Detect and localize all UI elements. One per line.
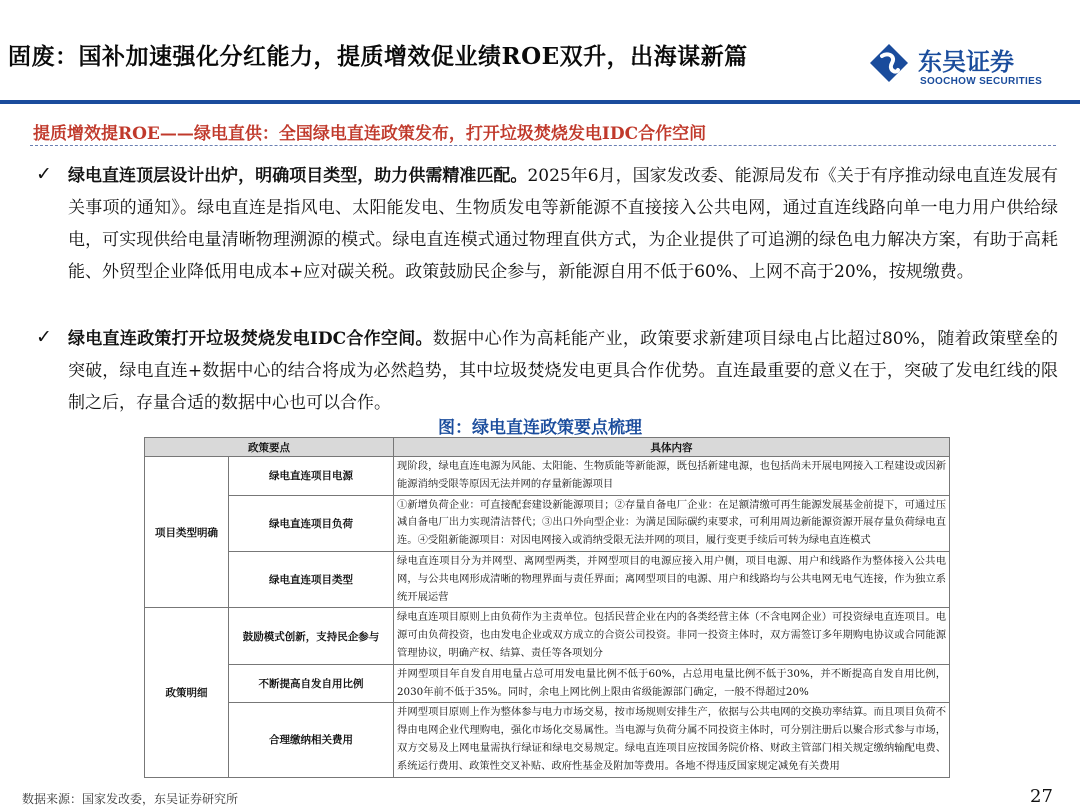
check-icon: ✓ — [36, 163, 52, 185]
page-number: 27 — [1030, 786, 1053, 807]
bullet-1-text: 2025年6月，国家发改委、能源局发布《关于有序推动绿电直连发展有关事项的通知》。绿电直连是指风电、太阳能发电、生物质发电等新能源不直接接入公共电网，通过直连线路向单一电力用户供给绿电，可实现供给电量清晰物理溯源的模式。绿电直连模式通过物理直供方式，为企业提供了可追溯的绿色电力解决方案，有助于高耗能、外贸型企业降低用电成本+应对碳关税。政策鼓励民企参与，新能源自用不低于60%、上网不高于20%，按规缴费。 — [68, 166, 1058, 282]
header-divider — [0, 100, 1080, 104]
check-icon: ✓ — [36, 326, 52, 348]
logo-text-cn: 东吴证券 — [918, 48, 1014, 76]
table-content: 绿电直连项目分为并网型、离网型两类，并网型项目的电源应接入用户侧，项目电源、用户和线路作为整体接入公共电网，与公共电网形成清晰的物理界面与责任界面；离网型项目的电源、用户和线路均与公共电网无电气连接，作为独立系统开展运营 — [394, 551, 950, 607]
table-item: 不断提高自发自用比例 — [229, 664, 394, 703]
table-content: 并网型项目年自发自用电量占总可用发电量比例不低于60%，占总用电量比例不低于30%，并不断提高自发自用比例，2030年前不低于35%。同时，余电上网比例上限由省级能源部门确定，一般不得超过20% — [394, 664, 950, 703]
soochow-logo-icon — [868, 42, 910, 84]
logo-text-en: SOOCHOW SECURITIES — [920, 76, 1043, 87]
table-header-policy: 政策要点 — [145, 438, 394, 457]
table-content: 并网型项目原则上作为整体参与电力市场交易，按市场规则安排生产，依据与公共电网的交换功率结算。而且项目负荷不得由电网企业代理购电，强化市场化交易属性。当电源与负荷分属不同投资主体时，可分别注册后以聚合形式参与市场，双方交易及上网电量需执行绿证和绿电交易规定。绿电直连项目应按国务院价格、财政主管部门相关规定缴纳输配电费、系统运行费用、政策性交叉补贴、政府性基金及附加等费用。各地不得违反国家规定减免有关费用 — [394, 703, 950, 777]
table-category: 项目类型明确 — [145, 457, 229, 608]
subheading-divider — [30, 145, 1056, 147]
bullet-2-text: 数据中心作为高耗能产业，政策要求新建项目绿电占比超过80%，随着政策壁垒的突破，绿电直连+数据中心的结合将成为必然趋势，其中垃圾焚烧发电更具合作优势。直连最重要的意义在于，突破了发电红线的限制之后，存量合适的数据中心也可以合作。 — [68, 329, 1058, 413]
policy-table — [144, 437, 950, 778]
data-source-note: 数据来源：国家发改委，东吴证券研究所 — [22, 792, 239, 806]
bullet-paragraph-1 — [68, 160, 1058, 288]
page-title: 固废：国补加速强化分红能力，提质增效促业绩ROE双升，出海谋新篇 — [8, 43, 748, 70]
table-item: 绿电直连项目电源 — [229, 457, 394, 496]
table-item: 绿电直连项目类型 — [229, 551, 394, 607]
table-content: 现阶段，绿电直连电源为风能、太阳能、生物质能等新能源，既包括新建电源，也包括尚未开展电网接入工程建设或因新能源消纳受限等原因无法并网的存量新能源项目 — [394, 457, 950, 496]
bullet-2-lead: 绿电直连政策打开垃圾焚烧发电IDC合作空间。 — [68, 329, 433, 349]
table-content: 绿电直连项目原则上由负荷作为主责单位。包括民营企业在内的各类经营主体（不含电网企业）可投资绿电直连项目。电源可由负荷投资，也由发电企业或双方成立的合资公司投资。非同一投资主体时，双方需签订多年期购电协议或合同能源管理协议，明确产权、结算、责任等各项划分 — [394, 608, 950, 664]
table-category: 政策明细 — [145, 608, 229, 777]
table-header-content: 具体内容 — [394, 438, 950, 457]
table-item: 鼓励模式创新，支持民企参与 — [229, 608, 394, 664]
table-row — [145, 551, 950, 607]
table-row — [145, 457, 950, 496]
company-logo — [868, 36, 1068, 94]
table-row — [145, 664, 950, 703]
bullet-1-lead: 绿电直连顶层设计出炉，明确项目类型，助力供需精准匹配。 — [68, 166, 528, 186]
figure-title: 图：绿电直连政策要点梳理 — [438, 418, 642, 438]
table-item: 绿电直连项目负荷 — [229, 495, 394, 551]
table-row — [145, 608, 950, 664]
table-item: 合理缴纳相关费用 — [229, 703, 394, 777]
section-subheading: 提质增效提ROE——绿电直供：全国绿电直连政策发布，打开垃圾焚烧发电IDC合作空间 — [33, 124, 707, 144]
table-content: ①新增负荷企业：可直接配套建设新能源项目；②存量自备电厂企业：在足额清缴可再生能源发展基金前提下，可通过压减自备电厂出力实现清洁替代；③出口外向型企业：为满足国际碳约束要求，可利用周边新能源资源开展存量负荷绿电直连。④受阻新能源项目：对因电网接入或消纳受限无法并网的项目，履行变更手续后可转为绿电直连模式 — [394, 495, 950, 551]
table-row — [145, 703, 950, 777]
bullet-paragraph-2 — [68, 323, 1058, 419]
table-row — [145, 495, 950, 551]
table-header-row — [145, 438, 950, 457]
